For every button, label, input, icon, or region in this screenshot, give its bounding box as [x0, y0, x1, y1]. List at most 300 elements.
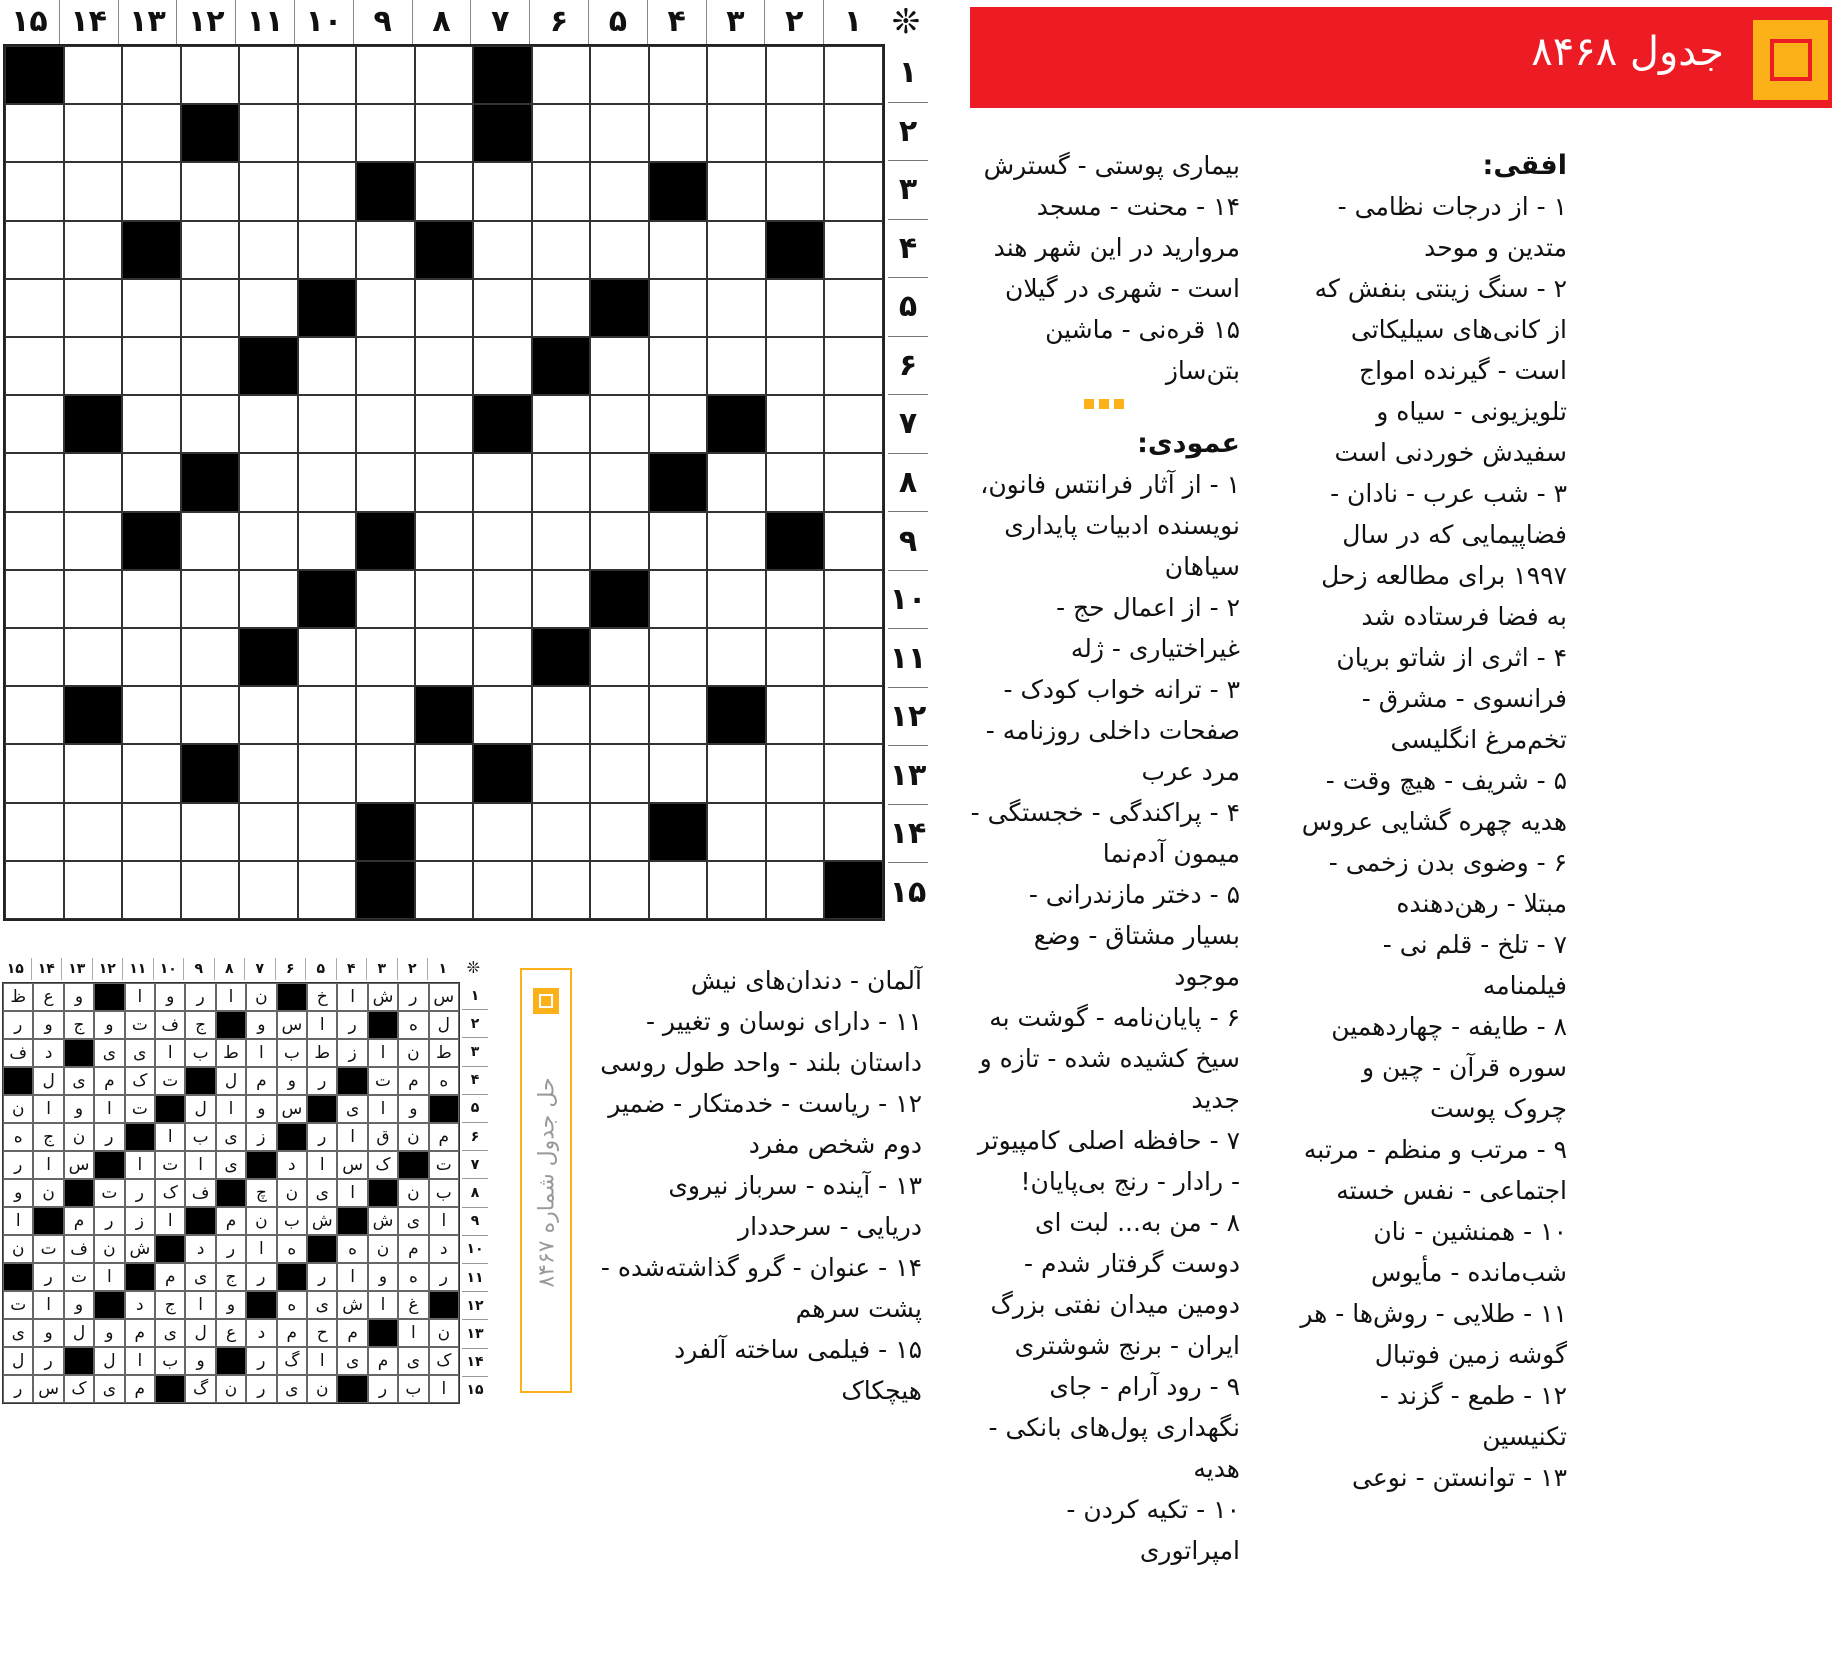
grid-cell[interactable] [122, 803, 181, 861]
grid-cell[interactable] [415, 279, 474, 337]
grid-cell[interactable] [298, 861, 357, 919]
grid-cell[interactable] [824, 686, 883, 744]
grid-cell[interactable] [122, 337, 181, 395]
solution-cell: ه [429, 1067, 459, 1095]
grid-cell[interactable] [824, 453, 883, 511]
black-cell [356, 861, 415, 919]
grid-cell[interactable] [5, 686, 64, 744]
grid-cell[interactable] [649, 628, 708, 686]
grid-cell[interactable] [590, 104, 649, 162]
grid-cell[interactable] [707, 337, 766, 395]
solution-black-cell [307, 1235, 337, 1263]
solution-cell: ت [125, 1011, 155, 1039]
grid-cell[interactable] [64, 46, 123, 104]
grid-cell[interactable] [239, 279, 298, 337]
solution-cell: ع [216, 1319, 246, 1347]
solution-cell: ن [3, 1235, 33, 1263]
black-cell [181, 744, 240, 802]
grid-cell[interactable] [122, 162, 181, 220]
grid-cell[interactable] [5, 744, 64, 802]
grid-cell[interactable] [473, 803, 532, 861]
grid-cell[interactable] [707, 628, 766, 686]
grid-cell[interactable] [532, 803, 591, 861]
grid-cell[interactable] [824, 104, 883, 162]
solution-cell: ل [185, 1319, 215, 1347]
solution-cell: ر [94, 1207, 124, 1235]
grid-cell[interactable] [824, 279, 883, 337]
grid-cell[interactable] [532, 570, 591, 628]
clue-item: ۲ - از اعمال حج - غیراختیاری - ژله [1056, 593, 1240, 663]
grid-cell[interactable] [766, 570, 825, 628]
solution-cell: ر [3, 1151, 33, 1179]
solution-column-number: ۱۱ [122, 958, 153, 980]
grid-cell[interactable] [415, 162, 474, 220]
grid-cell[interactable] [356, 221, 415, 279]
grid-cell[interactable] [415, 395, 474, 453]
grid-cell[interactable] [473, 686, 532, 744]
solution-black-cell [429, 1291, 459, 1319]
grid-cell[interactable] [356, 279, 415, 337]
grid-cell[interactable] [473, 221, 532, 279]
grid-cell[interactable] [590, 453, 649, 511]
across-heading: افقی: [1482, 150, 1567, 181]
grid-cell[interactable] [707, 803, 766, 861]
grid-cell[interactable] [473, 337, 532, 395]
grid-cell[interactable] [64, 162, 123, 220]
grid-cell[interactable] [415, 337, 474, 395]
grid-cell[interactable] [64, 803, 123, 861]
grid-cell[interactable] [590, 46, 649, 104]
solution-cell: ا [337, 1179, 367, 1207]
solution-column-number: ۱۵ [6, 961, 24, 977]
grid-cell[interactable] [5, 395, 64, 453]
grid-cell[interactable] [298, 744, 357, 802]
clue-item: ۳ - شب عرب - نادان - فضاپیمایی که در سال ۱۹۹۷ برای مطالعه زحل به فضا فرستاده شد [1321, 479, 1567, 631]
grid-cell[interactable] [649, 570, 708, 628]
grid-cell[interactable] [356, 46, 415, 104]
column-number: ۲ [764, 0, 823, 44]
grid-cell[interactable] [356, 570, 415, 628]
black-cell [298, 279, 357, 337]
grid-cell[interactable] [181, 279, 240, 337]
grid-cell[interactable] [473, 512, 532, 570]
grid-cell[interactable] [356, 744, 415, 802]
black-cell [415, 221, 474, 279]
grid-cell[interactable] [824, 803, 883, 861]
solution-cell: ش [368, 1207, 398, 1235]
grid-cell[interactable] [707, 512, 766, 570]
grid-cell[interactable] [707, 46, 766, 104]
grid-cell[interactable] [64, 221, 123, 279]
clue-item: ۱۴ - محنت - مسجد مروارید در این شهر هند است - شهری در گیلان [993, 192, 1240, 303]
column-number: ۱۴ [59, 0, 118, 44]
solution-cell: ا [368, 1095, 398, 1123]
solution-black-cell [246, 1151, 276, 1179]
solution-column-number: ۷ [244, 958, 275, 980]
grid-cell[interactable] [649, 861, 708, 919]
grid-cell[interactable] [415, 803, 474, 861]
solution-cell: ن [216, 1375, 246, 1403]
grid-cell[interactable] [239, 221, 298, 279]
grid-cell[interactable] [766, 628, 825, 686]
grid-cell[interactable] [122, 744, 181, 802]
grid-cell[interactable] [532, 686, 591, 744]
grid-cell[interactable] [415, 570, 474, 628]
grid-cell[interactable] [5, 221, 64, 279]
grid-cell[interactable] [415, 744, 474, 802]
separator-dots [968, 399, 1240, 409]
black-cell [239, 337, 298, 395]
grid-cell[interactable] [707, 453, 766, 511]
grid-cell[interactable] [298, 453, 357, 511]
grid-cell[interactable] [707, 104, 766, 162]
grid-cell[interactable] [181, 162, 240, 220]
grid-cell[interactable] [649, 686, 708, 744]
grid-cell[interactable] [590, 162, 649, 220]
grid-cell[interactable] [298, 628, 357, 686]
solution-cell: ا [33, 1151, 63, 1179]
column-number: ۱۲ [176, 0, 235, 44]
grid-cell[interactable] [766, 803, 825, 861]
grid-cell[interactable] [766, 104, 825, 162]
grid-cell[interactable] [707, 861, 766, 919]
solution-cell: ب [277, 1207, 307, 1235]
grid-cell[interactable] [649, 512, 708, 570]
row-number: ۳ [888, 160, 928, 219]
grid-cell[interactable] [824, 744, 883, 802]
grid-row-numbers [888, 44, 928, 921]
solution-row-number: ۱۵ [462, 1376, 488, 1404]
grid-cell[interactable] [707, 279, 766, 337]
grid-cell[interactable] [298, 162, 357, 220]
solution-cell: ی [64, 1067, 94, 1095]
grid-cell[interactable] [415, 512, 474, 570]
grid-cell[interactable] [766, 337, 825, 395]
grid-cell[interactable] [532, 104, 591, 162]
grid-cell[interactable] [649, 46, 708, 104]
grid-cell[interactable] [64, 628, 123, 686]
grid-cell[interactable] [824, 570, 883, 628]
grid-cell[interactable] [356, 337, 415, 395]
black-cell [766, 221, 825, 279]
grid-cell[interactable] [649, 744, 708, 802]
solution-cell: ک [368, 1151, 398, 1179]
grid-cell[interactable] [5, 512, 64, 570]
grid-cell[interactable] [590, 512, 649, 570]
row-number: ۱۵ [888, 862, 928, 921]
solution-black-cell [429, 1095, 459, 1123]
grid-cell[interactable] [122, 628, 181, 686]
puzzle-header [970, 7, 1832, 108]
grid-cell[interactable] [532, 395, 591, 453]
grid-cell[interactable] [239, 686, 298, 744]
grid-cell[interactable] [649, 221, 708, 279]
grid-cell[interactable] [415, 453, 474, 511]
grid-cell[interactable] [766, 279, 825, 337]
black-cell [532, 628, 591, 686]
grid-cell[interactable] [64, 570, 123, 628]
grid-column-numbers [0, 0, 930, 44]
row-number: ۹ [888, 511, 928, 570]
grid-cell[interactable] [181, 337, 240, 395]
grid-cell[interactable] [824, 162, 883, 220]
solution-cell: ل [3, 1347, 33, 1375]
grid-cell[interactable] [298, 46, 357, 104]
grid-cell[interactable] [239, 570, 298, 628]
grid-cell[interactable] [824, 395, 883, 453]
grid-cell[interactable] [532, 744, 591, 802]
grid-cell[interactable] [239, 512, 298, 570]
solution-cell: و [64, 983, 94, 1011]
solution-cell: ت [368, 1067, 398, 1095]
grid-cell[interactable] [766, 395, 825, 453]
solution-cell: ظ [3, 983, 33, 1011]
solution-cell: ی [337, 1095, 367, 1123]
grid-cell[interactable] [532, 861, 591, 919]
grid-cell[interactable] [415, 861, 474, 919]
solution-cell: ا [307, 1011, 337, 1039]
solution-cell: ر [307, 1067, 337, 1095]
clue-item: ۱۴ - عنوان - گرو گذاشته‌شده - پشت سرهم [600, 1253, 922, 1323]
grid-cell[interactable] [590, 803, 649, 861]
grid-cell[interactable] [239, 744, 298, 802]
solution-cell: ن [246, 983, 276, 1011]
grid-cell[interactable] [64, 512, 123, 570]
grid-cell[interactable] [239, 162, 298, 220]
solution-label: حل جدول شماره ۸۴۶۷ [534, 1077, 560, 1288]
grid-cell[interactable] [239, 803, 298, 861]
clue-item: ۱۰ - همنشین - نان شب‌مانده - مأیوس [1371, 1217, 1567, 1287]
solution-cell: ا [33, 1095, 63, 1123]
grid-cell[interactable] [356, 453, 415, 511]
grid-cell[interactable] [239, 861, 298, 919]
solution-cell: ن [246, 1207, 276, 1235]
grid-cell[interactable] [298, 221, 357, 279]
solution-cell: ا [125, 983, 155, 1011]
grid-cell[interactable] [64, 337, 123, 395]
solution-cell: ر [33, 1347, 63, 1375]
grid-cell[interactable] [122, 686, 181, 744]
solution-cell: ن [398, 1123, 428, 1151]
grid-cell[interactable] [590, 861, 649, 919]
solution-cell: ب [277, 1039, 307, 1067]
grid-cell[interactable] [766, 453, 825, 511]
grid-cell[interactable] [356, 686, 415, 744]
grid-cell[interactable] [649, 395, 708, 453]
grid-cell[interactable] [298, 512, 357, 570]
black-cell [707, 686, 766, 744]
grid-cell[interactable] [298, 803, 357, 861]
grid-cell[interactable] [5, 337, 64, 395]
grid-cell[interactable] [590, 395, 649, 453]
grid-cell[interactable] [5, 279, 64, 337]
solution-cell: و [155, 983, 185, 1011]
solution-cell: ا [429, 1207, 459, 1235]
solution-cell: و [216, 1291, 246, 1319]
grid-cell[interactable] [5, 628, 64, 686]
grid-cell[interactable] [356, 628, 415, 686]
clue-item: ۱ - از درجات نظامی - متدین و موحد [1337, 192, 1567, 262]
column-number: ۱۱ [235, 0, 294, 44]
clue-item: ۵ - شریف - هیچ وقت - هدیه چهره گشایی عروس [1301, 766, 1567, 836]
grid-cell[interactable] [64, 104, 123, 162]
grid-cell[interactable] [590, 221, 649, 279]
grid-cell[interactable] [824, 512, 883, 570]
grid-cell[interactable] [122, 861, 181, 919]
solution-cell: ا [307, 1347, 337, 1375]
solution-cell: ا [94, 1095, 124, 1123]
grid-cell[interactable] [122, 570, 181, 628]
grid-cell[interactable] [5, 861, 64, 919]
black-cell [64, 686, 123, 744]
grid-cell[interactable] [298, 337, 357, 395]
grid-cell[interactable] [649, 104, 708, 162]
solution-cell: ی [337, 1347, 367, 1375]
solution-cell: ن [277, 1179, 307, 1207]
grid-cell[interactable] [298, 104, 357, 162]
grid-cell[interactable] [824, 628, 883, 686]
grid-cell[interactable] [590, 628, 649, 686]
grid-cell[interactable] [707, 570, 766, 628]
grid-cell[interactable] [64, 744, 123, 802]
grid-cell[interactable] [356, 104, 415, 162]
grid-cell[interactable] [649, 279, 708, 337]
grid-cell[interactable] [5, 104, 64, 162]
grid-cell[interactable] [64, 861, 123, 919]
grid-cell[interactable] [181, 861, 240, 919]
grid-cell[interactable] [590, 744, 649, 802]
grid-cell[interactable] [181, 686, 240, 744]
solution-cell: س [64, 1151, 94, 1179]
grid-cell[interactable] [532, 46, 591, 104]
grid-cell[interactable] [239, 46, 298, 104]
grid-cell[interactable] [122, 104, 181, 162]
grid-cell[interactable] [415, 104, 474, 162]
grid-cell[interactable] [590, 337, 649, 395]
black-cell [298, 570, 357, 628]
grid-cell[interactable] [181, 570, 240, 628]
solution-cell: ر [337, 1011, 367, 1039]
clue-item: ۱۳ - توانستن - نوعی [1352, 1463, 1567, 1492]
grid-cell[interactable] [590, 686, 649, 744]
grid-cell[interactable] [5, 570, 64, 628]
clues-middle-column [968, 145, 1240, 1571]
grid-cell[interactable] [473, 453, 532, 511]
grid-cell[interactable] [473, 570, 532, 628]
solution-row-number: ۴ [462, 1066, 488, 1094]
solution-cell: ه [398, 1011, 428, 1039]
solution-cell: ر [307, 1123, 337, 1151]
solution-cell: ر [94, 1123, 124, 1151]
grid-cell[interactable] [824, 221, 883, 279]
black-cell [122, 221, 181, 279]
solution-row-number: ۱ [470, 987, 480, 1004]
grid-cell[interactable] [766, 162, 825, 220]
grid-cell[interactable] [415, 628, 474, 686]
solution-cell: چ [246, 1179, 276, 1207]
solution-cell: م [337, 1319, 367, 1347]
grid-cell[interactable] [298, 395, 357, 453]
grid-cell[interactable] [649, 337, 708, 395]
solution-cell: و [33, 1319, 63, 1347]
grid-cell[interactable] [766, 861, 825, 919]
grid-cell[interactable] [532, 453, 591, 511]
column-number: ۱۳ [118, 0, 177, 44]
grid-cell[interactable] [5, 162, 64, 220]
grid-cell[interactable] [5, 453, 64, 511]
solution-black-cell [33, 1207, 63, 1235]
solution-cell: م [429, 1123, 459, 1151]
solution-black-cell [155, 1235, 185, 1263]
solution-cell: ی [398, 1207, 428, 1235]
column-number: ۵ [588, 0, 647, 44]
solution-cell: ا [246, 1039, 276, 1067]
grid-cell[interactable] [122, 279, 181, 337]
solution-cell: د [277, 1151, 307, 1179]
black-cell [356, 512, 415, 570]
solution-cell: و [246, 1011, 276, 1039]
grid-cell[interactable] [356, 395, 415, 453]
grid-cell[interactable] [707, 744, 766, 802]
grid-cell[interactable] [415, 46, 474, 104]
grid-cell[interactable] [824, 46, 883, 104]
grid-cell[interactable] [707, 221, 766, 279]
grid-cell[interactable] [64, 279, 123, 337]
grid-cell[interactable] [239, 395, 298, 453]
grid-cell[interactable] [824, 337, 883, 395]
grid-cell[interactable] [64, 453, 123, 511]
grid-cell[interactable] [532, 279, 591, 337]
black-cell [473, 46, 532, 104]
grid-cell[interactable] [181, 395, 240, 453]
row-number: ۷ [888, 394, 928, 453]
grid-cell[interactable] [181, 221, 240, 279]
column-number: ۱۵ [11, 4, 48, 39]
row-number: ۶ [888, 336, 928, 395]
solution-cell: د [125, 1291, 155, 1319]
solution-cell: ف [64, 1235, 94, 1263]
grid-cell[interactable] [532, 512, 591, 570]
grid-cell[interactable] [766, 744, 825, 802]
grid-cell[interactable] [122, 453, 181, 511]
grid-cell[interactable] [473, 861, 532, 919]
solution-cell: س [337, 1151, 367, 1179]
grid-cell[interactable] [707, 162, 766, 220]
grid-cell[interactable] [181, 628, 240, 686]
clue-item: ۸ - طایفه - چهاردهمین سوره قرآن - چین و چروک پوست [1331, 1012, 1567, 1123]
grid-cell[interactable] [181, 512, 240, 570]
grid-cell[interactable] [239, 453, 298, 511]
solution-row-number: ۲ [462, 1009, 488, 1037]
grid-cell[interactable] [181, 803, 240, 861]
grid-cell[interactable] [122, 46, 181, 104]
solution-black-cell [64, 1347, 94, 1375]
grid-cell[interactable] [766, 686, 825, 744]
grid-cell[interactable] [181, 46, 240, 104]
grid-cell[interactable] [239, 104, 298, 162]
grid-cell[interactable] [5, 803, 64, 861]
grid-cell[interactable] [532, 221, 591, 279]
solution-black-cell [3, 1263, 33, 1291]
grid-cell[interactable] [473, 279, 532, 337]
grid-cell[interactable] [122, 395, 181, 453]
grid-cell[interactable] [298, 686, 357, 744]
solution-cell: م [368, 1347, 398, 1375]
grid-cell[interactable] [766, 46, 825, 104]
grid-cell[interactable] [473, 162, 532, 220]
grid-cell[interactable] [473, 628, 532, 686]
grid-cell[interactable] [532, 162, 591, 220]
